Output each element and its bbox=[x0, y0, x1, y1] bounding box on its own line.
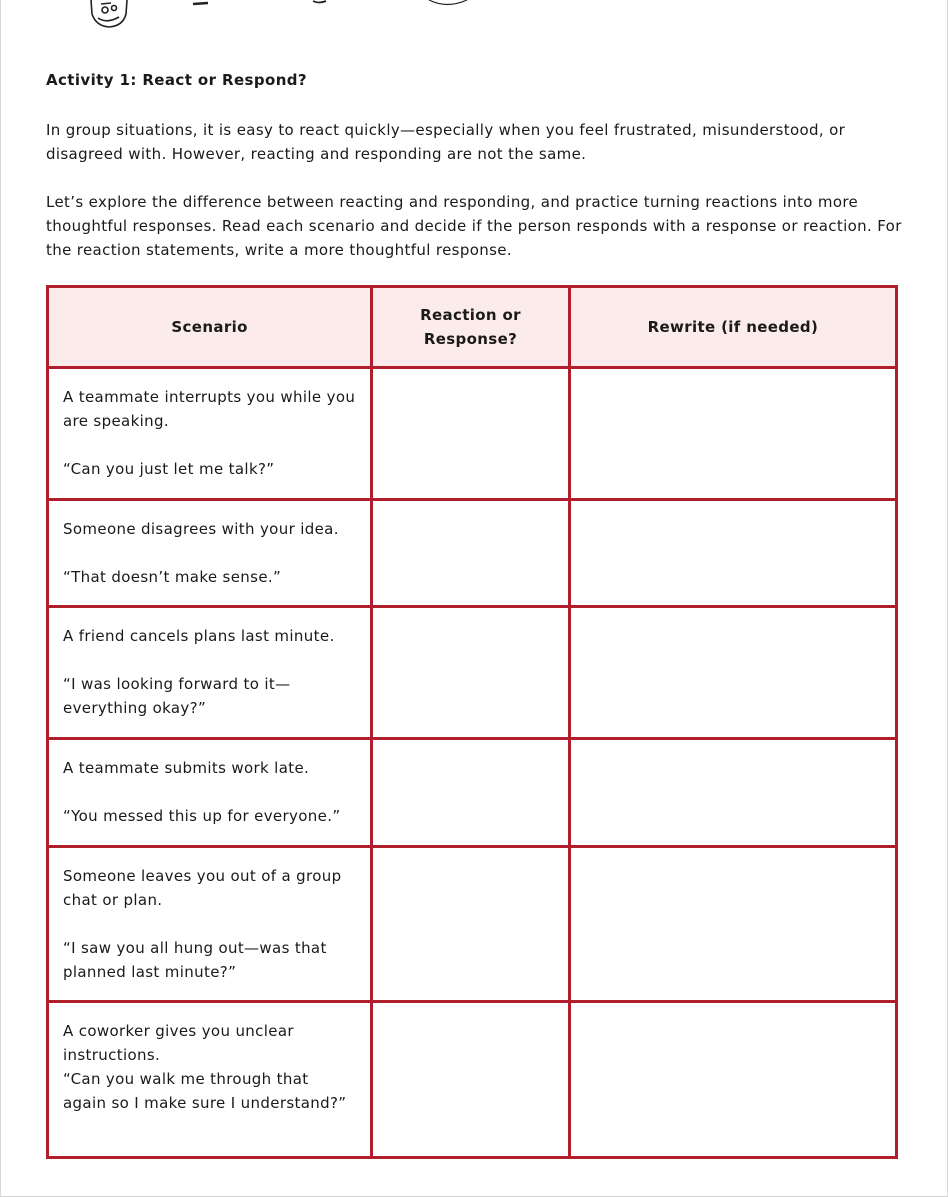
table-row bbox=[48, 739, 897, 847]
scenario-table bbox=[46, 285, 898, 1159]
header-illustration bbox=[1, 0, 948, 30]
rewrite-answer-cell[interactable] bbox=[569, 1002, 896, 1158]
stroke-doodle-icon bbox=[193, 3, 208, 4]
table-row bbox=[48, 368, 897, 500]
header-reaction-or-response bbox=[372, 287, 570, 368]
table-row bbox=[48, 500, 897, 607]
header-scenario: Scenario bbox=[48, 287, 372, 368]
reaction-or-response-answer-cell[interactable] bbox=[372, 607, 570, 739]
table-row bbox=[48, 847, 897, 1002]
reaction-or-response-answer-cell[interactable] bbox=[372, 500, 570, 607]
table-header-row bbox=[48, 287, 897, 368]
rewrite-answer-cell[interactable] bbox=[569, 847, 896, 1002]
rewrite-answer-cell[interactable] bbox=[569, 500, 896, 607]
scenario-quote: “Can you just let me talk?” bbox=[63, 460, 275, 478]
reaction-or-response-answer-cell[interactable] bbox=[372, 368, 570, 500]
scenario-text: Someone disagrees with your idea. bbox=[63, 520, 339, 538]
arc-doodle-icon bbox=[313, 1, 326, 3]
scenario-text: Someone leaves you out of a group chat or plan. bbox=[63, 867, 342, 909]
header-type-line-2: Response? bbox=[423, 330, 518, 348]
reaction-or-response-answer-cell[interactable] bbox=[372, 739, 570, 847]
intro-paragraph: In group situations, it is easy to react quickly—especially when you feel frustrated, misunderstood, or disagreed with. However, reacting and responding are not the same. bbox=[46, 121, 846, 163]
scenario-quote: “Can you walk me through that again so I make sure I understand?” bbox=[63, 1070, 347, 1112]
scenario-quote: “That doesn’t make sense.” bbox=[63, 568, 282, 586]
scenario-text: A friend cancels plans last minute. bbox=[63, 627, 335, 645]
table-row bbox=[48, 1002, 897, 1158]
reaction-or-response-answer-cell[interactable] bbox=[372, 1002, 570, 1158]
scenario-cell bbox=[48, 739, 372, 847]
scenario-text: A coworker gives you unclear instructions. bbox=[63, 1022, 294, 1064]
rewrite-answer-cell[interactable] bbox=[569, 739, 896, 847]
scenario-quote: “I saw you all hung out—was that planned last minute?” bbox=[63, 939, 327, 981]
scenario-quote: “I was looking forward to it— everything okay?” bbox=[63, 675, 291, 717]
table-row bbox=[48, 607, 897, 739]
scenario-cell bbox=[48, 500, 372, 607]
instructions-paragraph: Let’s explore the difference between reacting and responding, and practice turning reactions into more thoughtful responses. Read each scenario and decide if the person responds with a response or reaction. For the reaction statements, write a more thoughtful response. bbox=[46, 193, 902, 259]
reaction-or-response-answer-cell[interactable] bbox=[372, 847, 570, 1002]
activity-title: Activity 1: React or Respond? bbox=[46, 71, 308, 89]
header-rewrite: Rewrite (if needed) bbox=[569, 287, 896, 368]
scenario-cell bbox=[48, 847, 372, 1002]
header-type-line-1: Reaction or bbox=[420, 306, 521, 324]
scenario-cell bbox=[48, 1002, 372, 1158]
rewrite-answer-cell[interactable] bbox=[569, 368, 896, 500]
circle-doodle-icon bbox=[429, 0, 467, 5]
scenario-cell bbox=[48, 607, 372, 739]
scenario-text: A teammate submits work late. bbox=[63, 759, 310, 777]
scenario-cell bbox=[48, 368, 372, 500]
scenario-quote: “You messed this up for everyone.” bbox=[63, 807, 341, 825]
scenario-text: A teammate interrupts you while you are speaking. bbox=[63, 388, 356, 430]
badge-doodle-icon bbox=[91, 0, 127, 27]
rewrite-answer-cell[interactable] bbox=[569, 607, 896, 739]
